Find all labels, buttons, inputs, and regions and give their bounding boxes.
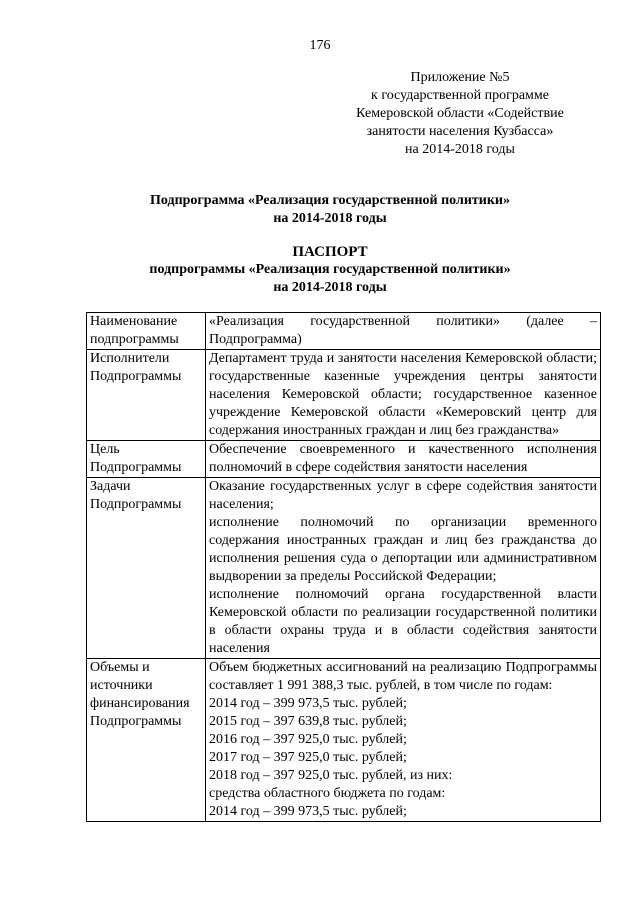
row-text: средства областного бюджета по годам: [209, 786, 446, 801]
appendix-line: занятости населения Кузбасса» [366, 124, 554, 139]
row-label: Задачи Подпрограммы [87, 478, 206, 659]
row-content [206, 441, 601, 478]
row-text: Департамент труда и занятости населения Кемеровской области; государственные казенные учреждения центры занятости населения Кемеровской области; государственное казенное учреждение Кемеровской области «Кемеровский центр для содержания иностранных граждан и лиц без гражданства» [209, 351, 597, 438]
passport-title-line: подпрограммы «Реализация государственной политики» [149, 262, 511, 277]
passport-table [86, 312, 601, 822]
passport-title [60, 243, 600, 297]
row-text: 2015 год – 397 639,8 тыс. рублей; [209, 714, 407, 729]
row-content [206, 313, 601, 350]
page-number: 176 [309, 38, 331, 53]
appendix-line: Приложение №5 [410, 70, 510, 85]
row-text: 2014 год – 399 973,5 тыс. рублей; [209, 696, 407, 711]
row-content [206, 659, 601, 822]
row-text: Оказание государственных услуг в сфере содействия занятости населения; [209, 479, 597, 512]
table-row [87, 659, 601, 822]
row-text: «Реализация государственной политики» (далее – Подпрограмма) [209, 314, 597, 347]
table-row [87, 350, 601, 441]
row-text: 2018 год – 397 925,0 тыс. рублей, из них: [209, 768, 453, 783]
appendix-line: к государственной программе [371, 88, 549, 103]
row-text: 2017 год – 397 925,0 тыс. рублей; [209, 750, 407, 765]
row-text: 2016 год – 397 925,0 тыс. рублей; [209, 732, 407, 747]
appendix-line: на 2014-2018 годы [405, 142, 515, 157]
row-text: исполнение полномочий органа государственной власти Кемеровской области по реализации государственной политики в области охраны труда и в области содействия занятости населения [209, 587, 597, 656]
table-row [87, 441, 601, 478]
table-row [87, 313, 601, 350]
row-content [206, 350, 601, 441]
row-content [206, 478, 601, 659]
row-label: Исполнители Подпрограммы [87, 350, 206, 441]
row-text: исполнение полномочий по организации временного содержания иностранных граждан и лиц без гражданства до исполнения решения суда о депортации или административном выдворении за пределы Российской Федерации; [209, 515, 597, 584]
appendix-line: Кемеровской области «Содействие [356, 106, 564, 121]
table-row [87, 478, 601, 659]
passport-title-years: на 2014-2018 годы [273, 280, 387, 295]
passport-heading: ПАСПОРТ [292, 244, 368, 260]
subprogram-title-line: Подпрограмма «Реализация государственной политики» [150, 193, 510, 208]
row-text: Обеспечение своевременного и качественного исполнения полномочий в сфере содействия занятости населения [209, 442, 597, 475]
subprogram-title-years: на 2014-2018 годы [273, 211, 387, 226]
row-text: Объем бюджетных ассигнований на реализацию Подпрограммы составляет 1 991 388,3 тыс. рублей, в том числе по годам: [209, 660, 597, 693]
row-label: Объемы и источники финансирования Подпрограммы [87, 659, 206, 822]
row-label: Цель Подпрограммы [87, 441, 206, 478]
appendix-note [340, 69, 580, 159]
row-text: 2014 год – 399 973,5 тыс. рублей; [209, 804, 407, 819]
subprogram-title [60, 192, 600, 228]
row-label: Наименование подпрограммы [87, 313, 206, 350]
